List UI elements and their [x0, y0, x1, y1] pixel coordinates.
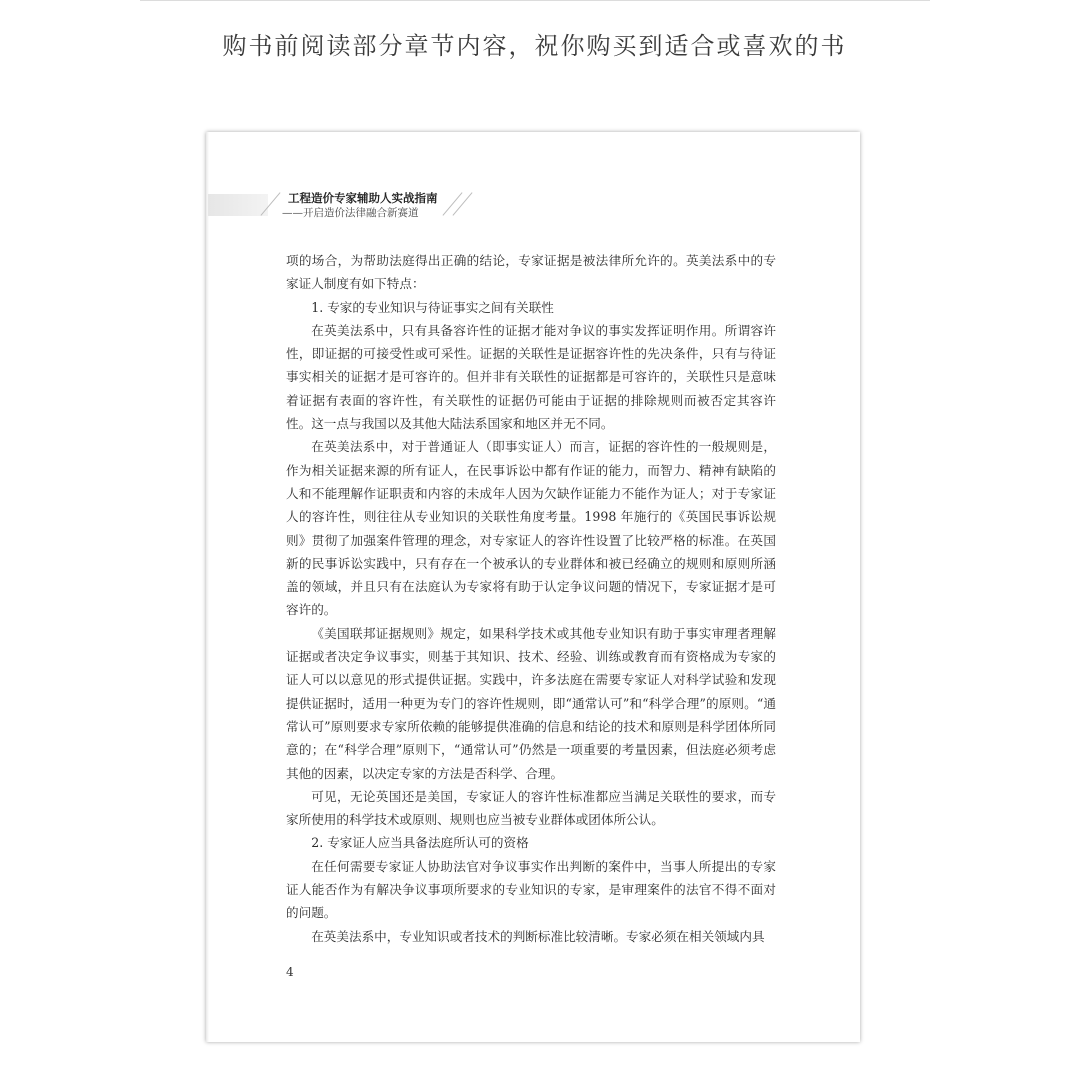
running-head-subtitle: ——开启造价法律融合新赛道: [282, 207, 419, 219]
page-number: 4: [286, 965, 294, 979]
paragraph: 可见，无论英国还是美国，专家证人的容许性标准都应当满足关联性的要求，而专家所使用的科学技术或原则、规则也应当被专业群体或团体所公认。: [286, 788, 776, 828]
body-text: [286, 249, 776, 948]
page-gutter-shadow: [206, 132, 209, 1042]
paragraph: 在英美法系中，只有具备容许性的证据才能对争议的事实发挥证明作用。所谓容许性，即证据的可接受性或可采性。证据的关联性是证据容许性的先决条件，只有与待证事实相关的证据才是可容许的。但并非有关联性的证据都是可容许的，关联性只是意味着证据有表面的容许性，有关联性的证据仍可能由于证据的排除规则而被否定其容许性。这一点与我国以及其他大陆法系国家和地区并无不同。: [286, 322, 776, 432]
paragraph: 项的场合，为帮助法庭得出正确的结论，专家证据是被法律所允许的。英美法系中的专家证人制度有如下特点：: [286, 253, 776, 292]
section-heading: 2. 专家证人应当具备法庭所认可的资格: [311, 835, 529, 851]
paragraph: 《美国联邦证据规则》规定，如果科学技术或其他专业知识有助于事实审理者理解证据或者决定争议事实，则基于其知识、技术、经验、训练或教育而有资格成为专家的证人可以以意见的形式提供证据。实践中，许多法庭在需要专家证人对科学试验和发现提供证据时，适用一种更为专门的容许性规则，即“通常认可”和“科学合理”的原则。“通常认可”原则要求专家所依赖的能够提供准确的信息和结论的技术和原则是科学团体所同意的；在“科学合理”原则下，“通常认可”仍然是一项重要的考量因素，但法庭必须考虑其他的因素，以决定专家的方法是否科学、合理。: [286, 625, 776, 781]
paragraph: 在英美法系中，专业知识或者技术的判断标准比较清晰。专家必须在相关领域内具: [311, 928, 765, 944]
top-divider: [140, 0, 930, 1]
running-head-slash-right-1: [442, 192, 462, 216]
paragraph: 在英美法系中，对于普通证人（即事实证人）而言，证据的容许性的一般规则是，作为相关证据来源的所有证人，在民事诉讼中都有作证的能力，而智力、精神有缺陷的人和不能理解作证职责和内容的未成年人因为欠缺作证能力不能作为证人；对于专家证人的容许性，则往往从专业知识的关联性角度考量。1998 年施行的《英国民事诉讼规则》贯彻了加强案件管理的理念，对专家证人的容许性设置了比较严格的标准。在英国新的民事诉讼实践中，只有存在一个被承认的专业群体和被已经确立的规则和原则所涵盖的领域，并且只有在法庭认为专家将有助于认定争议问题的情况下，专家证据才是可容许的。: [286, 439, 776, 618]
running-head: [206, 192, 476, 218]
section-heading: 1. 专家的专业知识与待证事实之间有关联性: [311, 299, 554, 315]
running-head-slash-right-2: [452, 192, 472, 216]
paragraph: 在任何需要专家证人协助法官对争议事实作出判断的案件中，当事人所提出的专家证人能否作为有解决争议事项所要求的专业知识的专家，是审理案件的法官不得不面对的问题。: [286, 858, 776, 921]
running-head-title: 工程造价专家辅助人实战指南: [288, 191, 438, 205]
book-page: [206, 132, 860, 1042]
running-head-band: [208, 194, 268, 216]
header-banner: 购书前阅读部分章节内容，祝你购买到适合或喜欢的书: [222, 32, 847, 60]
